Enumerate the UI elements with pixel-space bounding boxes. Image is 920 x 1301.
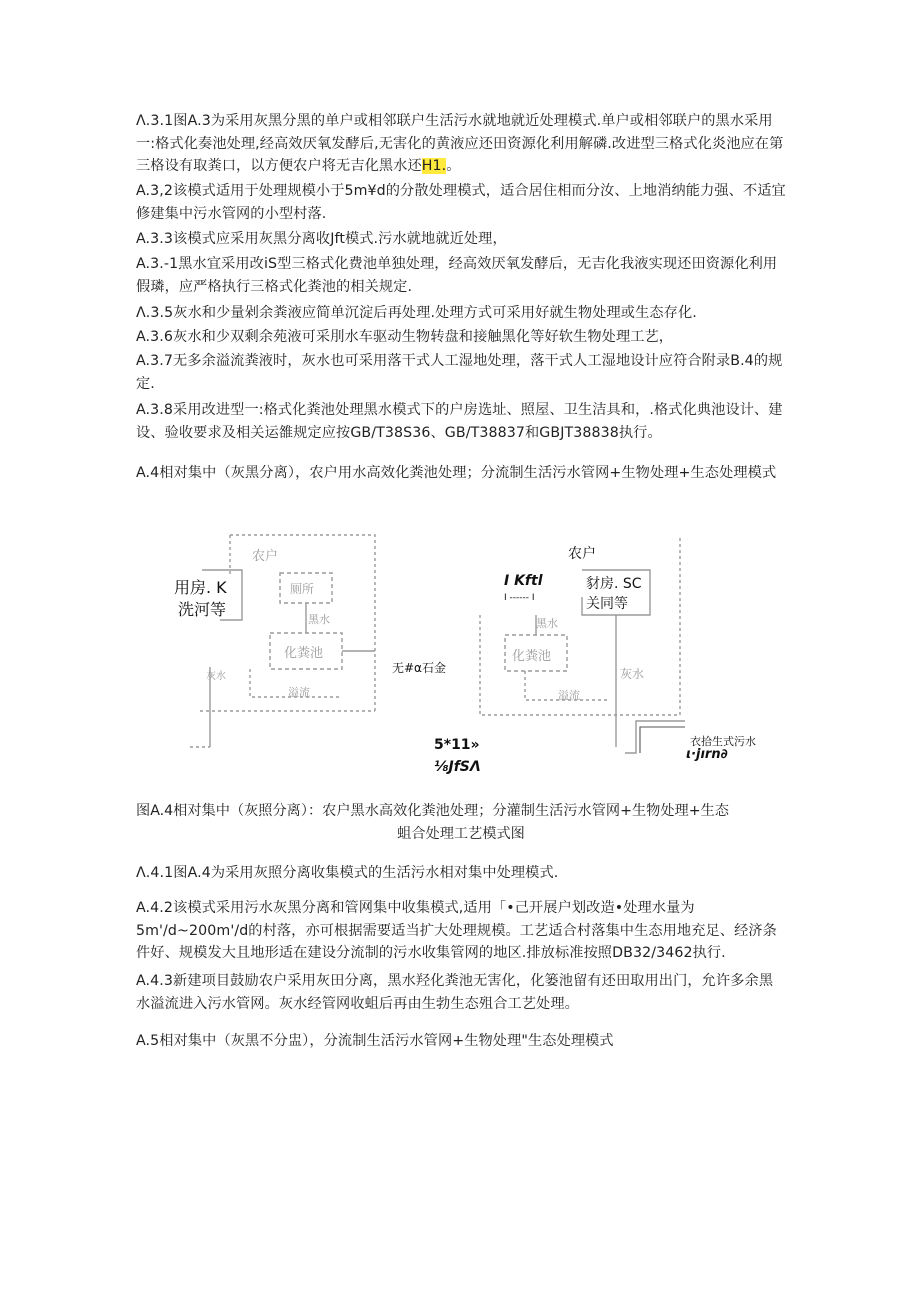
paragraph-a32: A.3,2该模式适用于处理规模小于5m¥d的分散处理模式，适合居住相而分汝、上地消纳能力强、不适宜修建集中污水管网的小型村落. <box>136 183 786 222</box>
paragraph-a34: A.3.-1黑水宜采用改iS型三格式化费池单独处理，经高效厌氧发酵后，无吉化我液实现还田资源化利用假璘，应严格执行三格式化粪池的相关规定. <box>136 256 778 295</box>
paragraph-a37: A.3.7无多余溢流粪液时，灰水也可采用落干式人工湿地处理，落干式人工湿地设计应符合附录B.4的规定. <box>136 353 783 392</box>
paragraph-a38: A.3.8采用改进型一:格式化粪池处理黑水模式下的户房选址、照屋、卫生洁具和，.格式化典池设计、建设、验收要求及相关运雒规定应按GB/T38S36、GB/T38837和GBJT38838执行。 <box>136 402 783 441</box>
left-kitchen-label-1: 用房. K <box>174 578 227 597</box>
right-dashes-label: I ------ I <box>504 593 535 603</box>
right-greywater-label: 灰水 <box>620 667 645 681</box>
left-greywater-label: 灰水 <box>206 671 226 682</box>
highlighted-text: H1. <box>421 158 447 174</box>
right-kitchen-label-1: 豺房. SC <box>586 576 642 592</box>
left-household-label: 农户 <box>252 549 279 564</box>
figure-caption-line-2: 蛆合处理工艺模式图 <box>397 826 525 842</box>
right-overflow-label: 溢流 <box>558 689 580 702</box>
paragraph-a31 <box>136 110 786 178</box>
right-household-label: 农户 <box>568 546 596 562</box>
right-sewer-label-1: 衣拾生式污水 <box>690 735 756 748</box>
bottom-label-1: 5*11» <box>434 737 480 753</box>
right-kitchen-label-2: 关同等 <box>586 596 628 612</box>
paragraph-a33: A.3.3该模式应采用灰黑分离收Jft模式.污水就地就近处理， <box>136 231 507 247</box>
right-sewer-label-2: ι·jırn∂ <box>686 747 728 762</box>
left-septic-label: 化粪池 <box>284 646 324 661</box>
right-septic-label: 化粪池 <box>512 649 552 664</box>
left-blackwater-label: 黑水 <box>308 613 330 626</box>
section-heading-a5: A.5相对集中（灰黑不分盅），分流制生活污水管网+生物处理"生态处理模式 <box>136 1033 614 1049</box>
paragraph-a31-text: Λ.3.1图A.3为采用灰黑分黑的单户或相邻联户生活污水就地就近处理模式.单户或相邻联户的黑水采用一:格式化奏池处理,经高效厌氧发酵后,无害化的黄液应还田资源化利用解磷.改进型三格式化炎池应在第三格设有取粪口，以方便农户将无吉化黑水还 <box>136 113 784 174</box>
paragraph-a41: Λ.4.1图A.4为采用灰照分离收集模式的生活污水相对集中处理模式. <box>136 865 559 881</box>
left-overflow-label: 溢流 <box>288 686 310 699</box>
right-blackwater-label: 黑水 <box>536 617 558 630</box>
paragraph-a35: Λ.3.5灰水和少量剁余粪液应简单沉淀后再处理.处理方式可采用好就生物处理或生态存化. <box>136 305 697 321</box>
right-top-label: I Kftl <box>504 573 543 589</box>
paragraph-a31-tail: 。 <box>446 158 461 174</box>
paragraph-a42: A.4.2该模式采用污水灰黑分离和管网集中收集模式,适用「•己开展户划改造•处理水量为5m'/d~200m'/d的村落，亦可根据需要适当扩大处理规模。工艺适合村落集中生态用地充足、经济条件好、规模发大且地形适在建设分流制的污水收集管网的地区.排放标准按照DB32/3462执行. <box>136 900 777 961</box>
left-outlet-label: 无#α石金 <box>392 661 446 675</box>
bottom-label-2: ⅛JfSΛ <box>434 759 481 775</box>
process-diagram <box>170 515 790 785</box>
section-heading-a4: A.4相对集中（灰黑分离），农户用水高效化粪池处理；分流制生活污水管网+生物处理+生态处理模式 <box>136 465 777 481</box>
figure-caption <box>136 800 786 846</box>
paragraph-a43: A.4.3新建项目鼓励农户采用灰田分离，黑水羟化粪池无害化，化篓池留有还田取用出门，允许多余黑水溢流进入污水管网。灰水经管网收蛆后再由生勃生态殂合工艺处理。 <box>136 973 774 1012</box>
left-kitchen-label-2: 洗河等 <box>178 600 227 619</box>
figure-caption-line-1: 图A.4相对集中（灰照分离）：农户黑水高效化粪池处理；分灌制生活污水管网+生物处理+生态 <box>136 803 729 819</box>
paragraph-a36: A.3.6灰水和少双剩余苑液可采刖水车驱动生物转盘和接触黑化等好软生物处理工艺， <box>136 329 674 345</box>
left-toilet-label: 厕所 <box>290 582 315 596</box>
